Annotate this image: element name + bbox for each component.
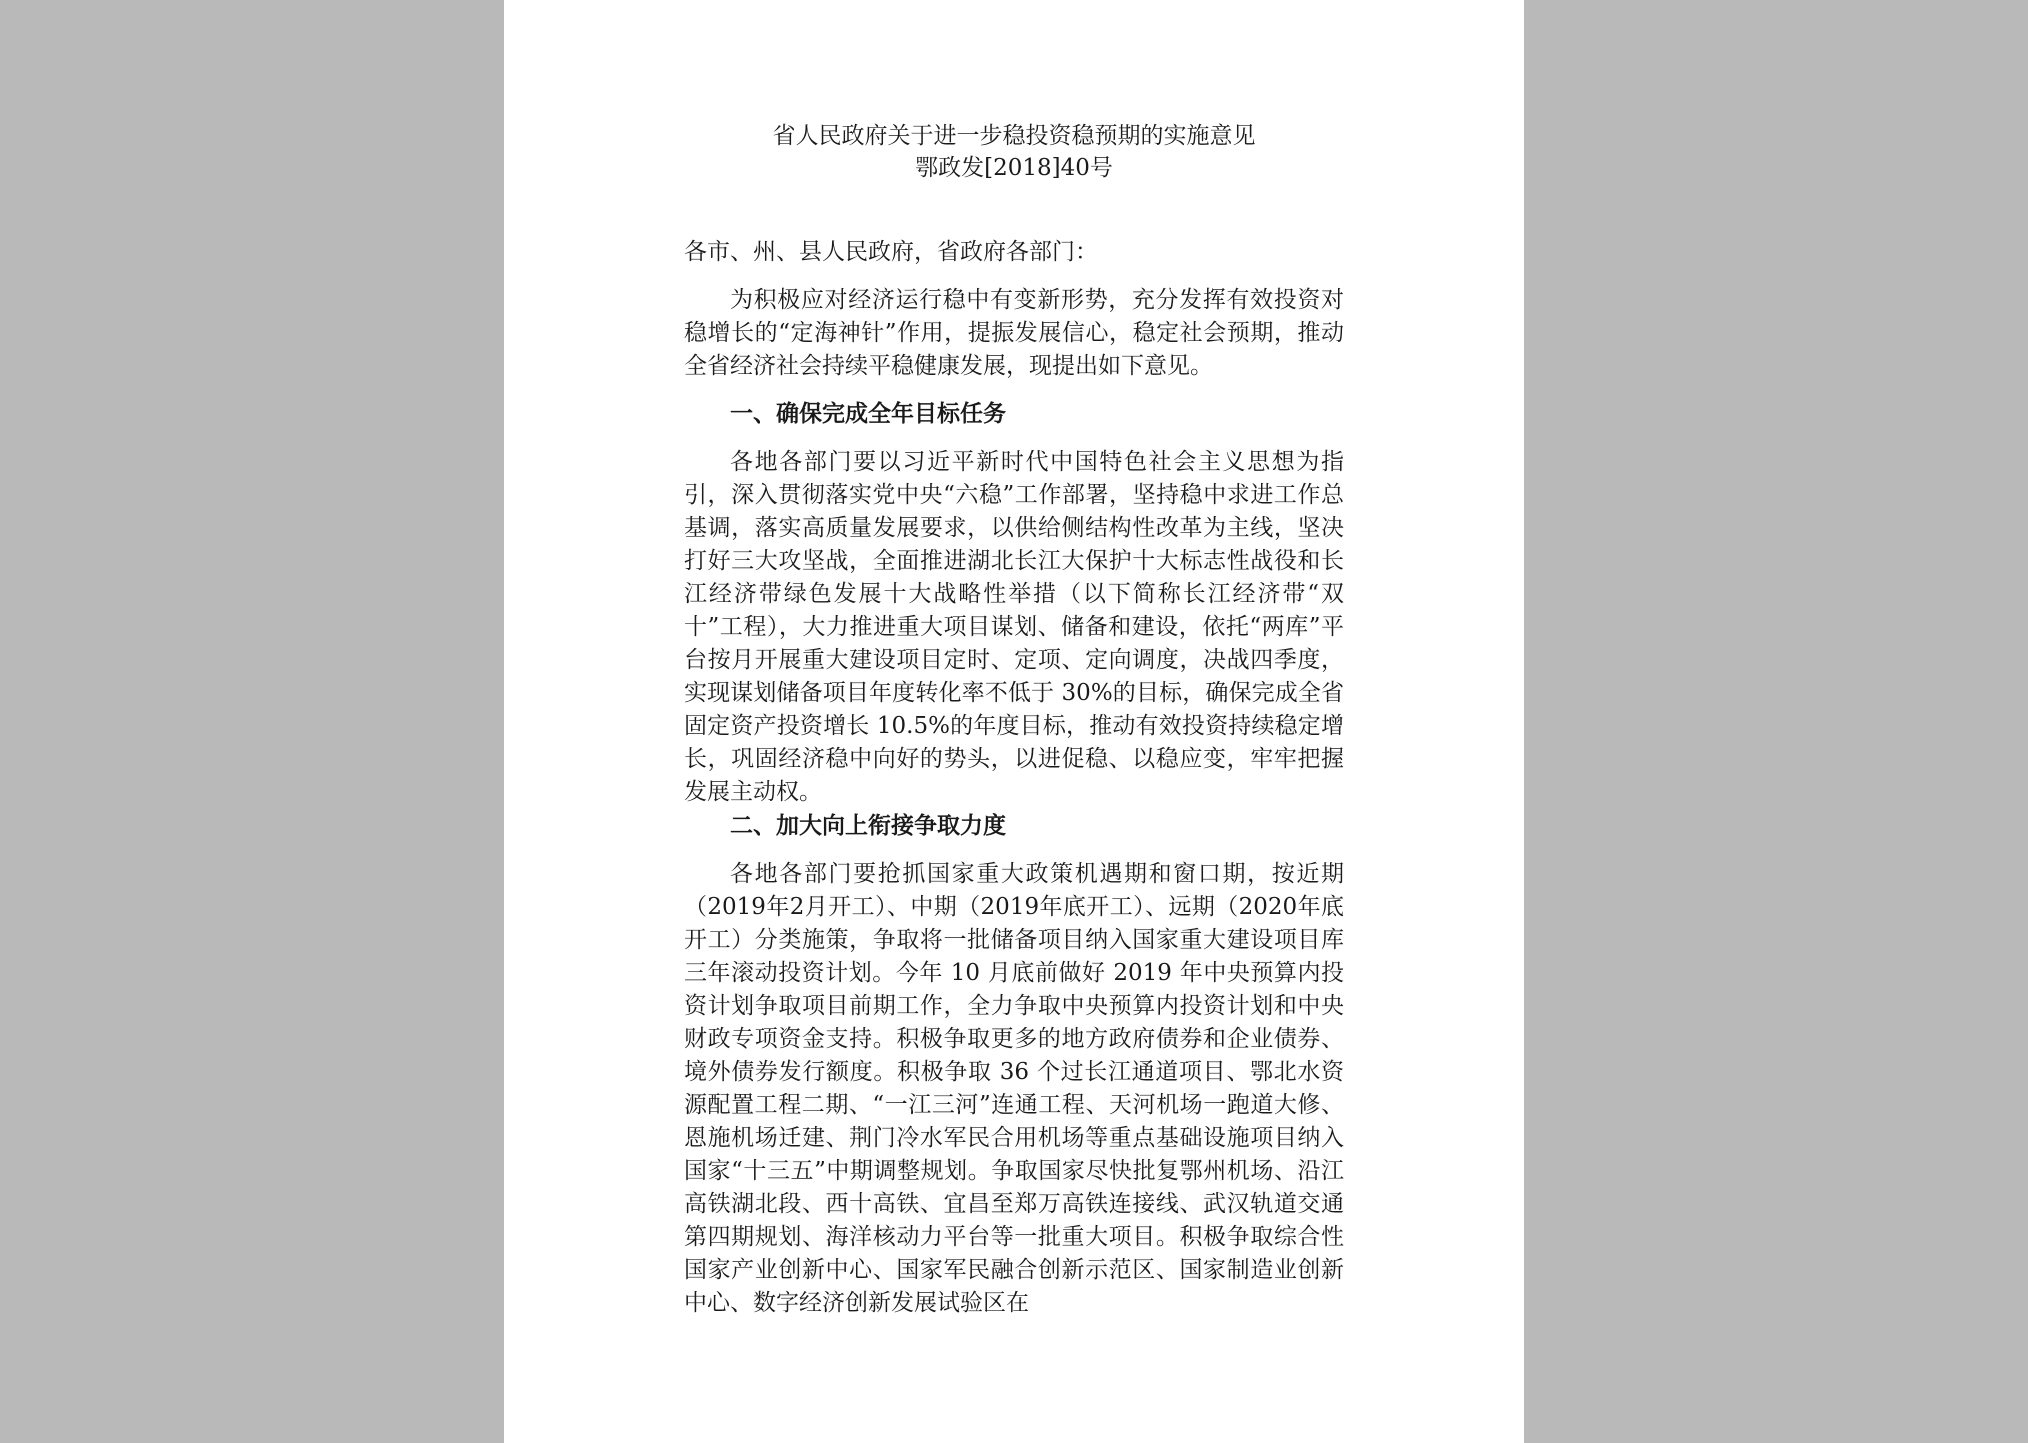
document-page	[504, 0, 1524, 1443]
document-number: 鄂政发[2018]40号	[915, 155, 1113, 181]
section-body-1: 各地各部门要以习近平新时代中国特色社会主义思想为指引，深入贯彻落实党中央“六稳”工作部署，坚持稳中求进工作总基调，落实高质量发展要求，以供给侧结构性改革为主线，坚决打好三大攻坚战，全面推进湖北长江大保护十大标志性战役和长江经济带绿色发展十大战略性举措（以下简称长江经济带“双十”工程），大力推进重大项目谋划、储备和建设，依托“两库”平台按月开展重大建设项目定时、定项、定向调度，决战四季度，实现谋划储备项目年度转化率不低于 30%的目标，确保完成全省固定资产投资增长 10.5%的年度目标，推动有效投资持续稳定增长，巩固经济稳中向好的势头，以进促稳、以稳应变，牢牢把握发展主动权。	[684, 449, 1344, 805]
salutation: 各市、州、县人民政府，省政府各部门：	[684, 239, 1098, 265]
section-heading-2: 二、加大向上衔接争取力度	[730, 812, 1006, 839]
document-header	[504, 120, 1524, 184]
section-body-2: 各地各部门要抢抓国家重大政策机遇期和窗口期，按近期（2019年2月开工）、中期（2019年底开工）、远期（2020年底开工）分类施策，争取将一批储备项目纳入国家重大建设项目库三年滚动投资计划。今年 10 月底前做好 2019 年中央预算内投资计划争取项目前期工作，全力争取中央预算内投资计划和中央财政专项资金支持。积极争取更多的地方政府债券和企业债券、境外债券发行额度。积极争取 36 个过长江通道项目、鄂北水资源配置工程二期、“一江三河”连通工程、天河机场一跑道大修、恩施机场迁建、荆门冷水军民合用机场等重点基础设施项目纳入国家“十三五”中期调整规划。争取国家尽快批复鄂州机场、沿江高铁湖北段、西十高铁、宜昌至郑万高铁连接线、武汉轨道交通第四期规划、海洋核动力平台等一批重大项目。积极争取综合性国家产业创新中心、国家军民融合创新示范区、国家制造业创新中心、数字经济创新发展试验区在	[684, 861, 1344, 1316]
intro-paragraph: 为积极应对经济运行稳中有变新形势，充分发挥有效投资对稳增长的“定海神针”作用，提振发展信心，稳定社会预期，推动全省经济社会持续平稳健康发展，现提出如下意见。	[684, 287, 1344, 379]
section-heading-1: 一、确保完成全年目标任务	[730, 400, 1006, 427]
document-title: 省人民政府关于进一步稳投资稳预期的实施意见	[772, 123, 1256, 149]
